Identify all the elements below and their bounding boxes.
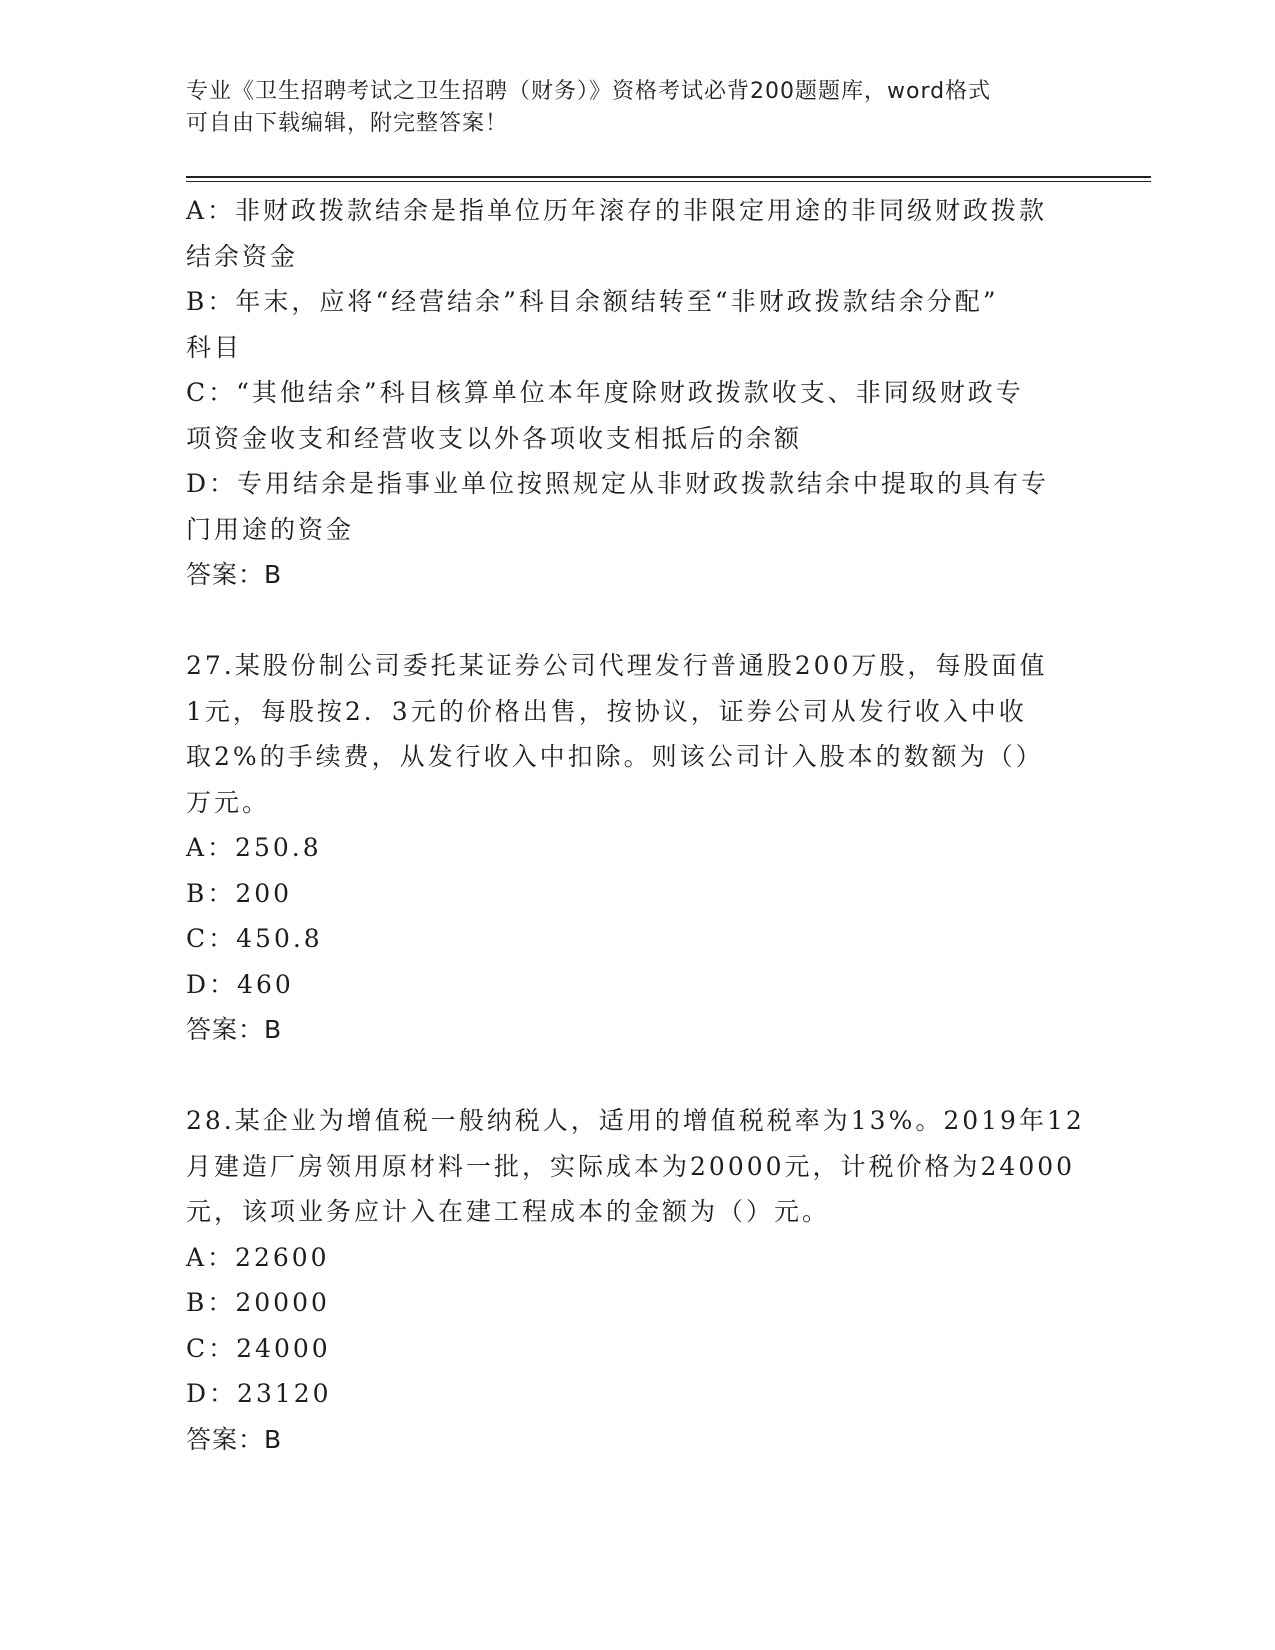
q26-option-c-line-1: C：“其他结余”科目核算单位本年度除财政拨款收支、非同级财政专 — [186, 378, 1024, 407]
q27-stem-line-3: 取2%的手续费，从发行收入中扣除。则该公司计入股本的数额为（） — [186, 742, 1044, 771]
q28-stem-line-2: 月建造厂房领用原材料一批，实际成本为20000元，计税价格为24000 — [186, 1151, 1076, 1181]
q27-option-d: D：460 — [186, 969, 294, 999]
q26-option-c-line-2: 项资金收支和经营收支以外各项收支相抵后的余额 — [186, 423, 803, 453]
question-27 — [186, 643, 1086, 1053]
q26-option-b-line-2: 科目 — [186, 332, 243, 362]
header-line-2: 可自由下载编辑，附完整答案！ — [186, 111, 509, 136]
q28-option-a: A：22600 — [186, 1242, 330, 1272]
spacer — [186, 598, 1086, 644]
q28-option-d: D：23120 — [186, 1379, 332, 1408]
q27-stem-line-1: 27.某股份制公司委托某证券公司代理发行普通股200万股，每股面值 — [186, 651, 1048, 680]
q26-option-b-line-1: B：年末，应将“经营结余”科目余额结转至“非财政拨款结余分配” — [186, 287, 999, 316]
q26-option-d-line-2: 门用途的资金 — [186, 514, 355, 544]
q27-option-b: B：200 — [186, 878, 293, 908]
q26-option-a-line-2: 结余资金 — [186, 241, 299, 271]
q27-stem-line-4: 万元。 — [186, 787, 271, 817]
q26-option-d-line-1: D：专用结余是指事业单位按照规定从非财政拨款结余中提取的具有专 — [186, 469, 1050, 498]
q27-answer: 答案：B — [186, 1015, 283, 1044]
q28-answer: 答案：B — [186, 1424, 283, 1454]
q27-stem-line-2: 1元，每股按2．3元的价格出售，按协议，证券公司从发行收入中收 — [186, 696, 1027, 726]
spacer — [186, 1053, 1086, 1099]
q26-answer: 答案：B — [186, 560, 283, 589]
header-divider-thin — [186, 181, 1151, 182]
q28-option-c: C：24000 — [186, 1333, 331, 1363]
document-header — [186, 76, 1076, 140]
question-28 — [186, 1098, 1086, 1462]
question-26-options — [186, 188, 1086, 598]
q27-option-a: A：250.8 — [186, 833, 322, 862]
q28-stem-line-1: 28.某企业为增值税一般纳税人，适用的增值税税率为13%。2019年12 — [186, 1106, 1085, 1135]
q28-stem-line-3: 元，该项业务应计入在建工程成本的金额为（）元。 — [186, 1197, 831, 1226]
header-line-1: 专业《卫生招聘考试之卫生招聘（财务）》资格考试必背200题题库，word格式 — [186, 79, 992, 104]
question-content — [186, 188, 1086, 1462]
q27-option-c: C：450.8 — [186, 924, 323, 953]
q28-option-b: B：20000 — [186, 1288, 330, 1317]
q26-option-a-line-1: A：非财政拨款结余是指单位历年滚存的非限定用途的非同级财政拨款 — [186, 196, 1048, 225]
header-divider-thick — [186, 176, 1151, 178]
